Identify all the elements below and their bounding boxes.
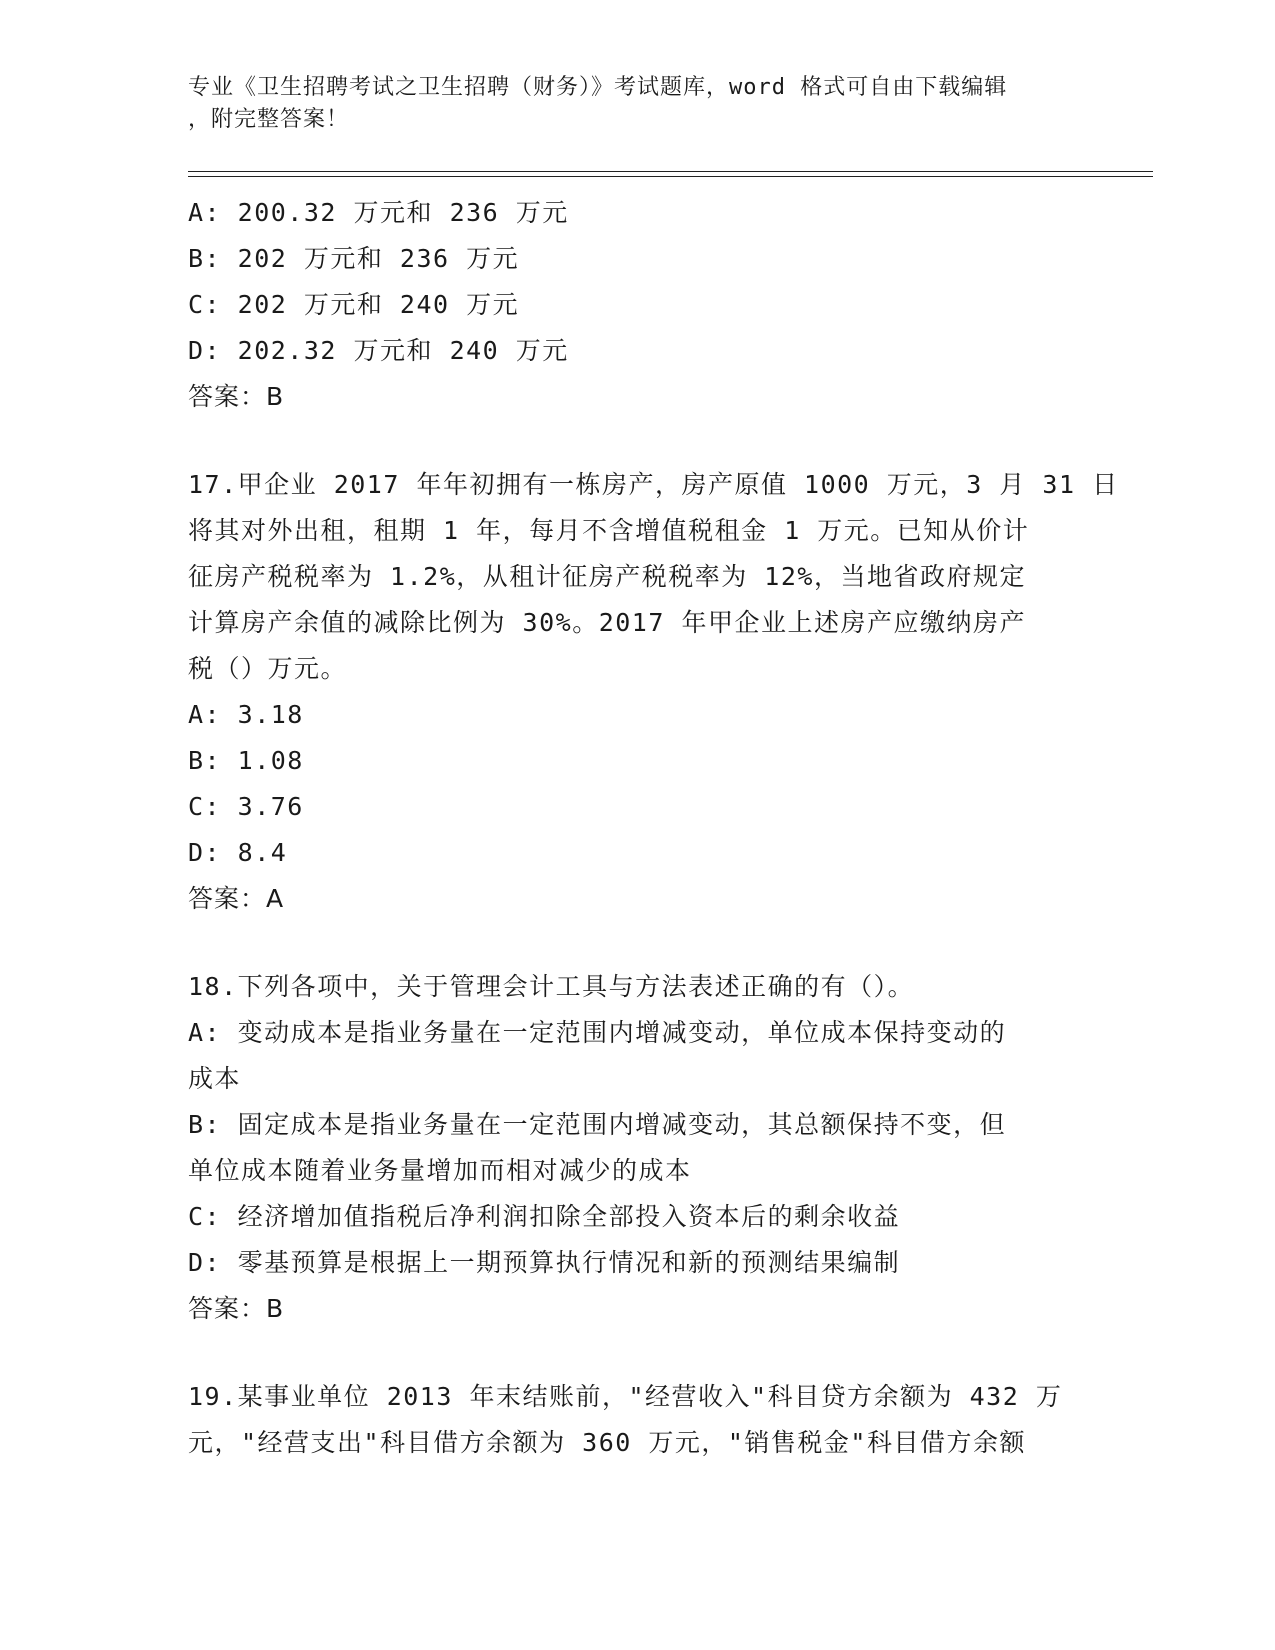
q17-stem-line: 税（）万元。 <box>188 654 348 683</box>
header-line-1: 专业《卫生招聘考试之卫生招聘（财务）》考试题库，word 格式可自由下载编辑 <box>188 75 1008 100</box>
q16-option-a: A: 200.32 万元和 236 万元 <box>188 198 569 227</box>
q18-option-b: B: 固定成本是指业务量在一定范围内增减变动，其总额保持不变，但 <box>188 1110 1007 1139</box>
q18-option-d: D: 零基预算是根据上一期预算执行情况和新的预测结果编制 <box>188 1248 901 1277</box>
q18-stem-line: 18.下列各项中，关于管理会计工具与方法表述正确的有（）。 <box>188 972 915 1001</box>
q18-answer: 答案：B <box>188 1294 285 1323</box>
question-19 <box>188 1374 1088 1466</box>
q19-stem-line: 元，"经营支出"科目借方余额为 360 万元，"销售税金"科目借方余额 <box>188 1428 1026 1457</box>
question-17 <box>188 462 1119 922</box>
question-18 <box>188 964 1088 1332</box>
header-rule-bottom <box>188 176 1153 177</box>
q19-stem-line: 19.某事业单位 2013 年末结账前，"经营收入"科目贷方余额为 432 万 <box>188 1382 1063 1411</box>
q17-stem-line: 计算房产余值的减除比例为 30%。2017 年甲企业上述房产应缴纳房产 <box>188 608 1026 637</box>
header-line-2: ，附完整答案！ <box>188 107 350 132</box>
q18-option-a: A: 变动成本是指业务量在一定范围内增减变动，单位成本保持变动的 <box>188 1018 1007 1047</box>
q17-option-a: A: 3.18 <box>188 700 304 729</box>
q18-option-c: C: 经济增加值指税后净利润扣除全部投入资本后的剩余收益 <box>188 1202 901 1231</box>
q17-stem-line: 17.甲企业 2017 年年初拥有一栋房产，房产原值 1000 万元，3 月 31 日 <box>188 470 1119 499</box>
q17-stem-line: 征房产税税率为 1.2%，从租计征房产税税率为 12%，当地省政府规定 <box>188 562 1026 591</box>
header-rule-top <box>188 171 1153 172</box>
document-header <box>188 72 1088 136</box>
q17-option-b: B: 1.08 <box>188 746 304 775</box>
question-16 <box>188 190 1088 420</box>
q16-answer: 答案：B <box>188 382 285 411</box>
q16-option-b: B: 202 万元和 236 万元 <box>188 244 520 273</box>
q18-option-b-cont: 单位成本随着业务量增加而相对减少的成本 <box>188 1156 692 1185</box>
q17-stem-line: 将其对外出租，租期 1 年，每月不含增值税租金 1 万元。已知从价计 <box>188 516 1030 545</box>
q17-option-c: C: 3.76 <box>188 792 304 821</box>
q17-answer: 答案：A <box>188 884 285 913</box>
q17-option-d: D: 8.4 <box>188 838 288 867</box>
q16-option-c: C: 202 万元和 240 万元 <box>188 290 520 319</box>
q16-option-d: D: 202.32 万元和 240 万元 <box>188 336 569 365</box>
question-content <box>188 190 1119 1466</box>
q18-option-a-cont: 成本 <box>188 1064 242 1093</box>
